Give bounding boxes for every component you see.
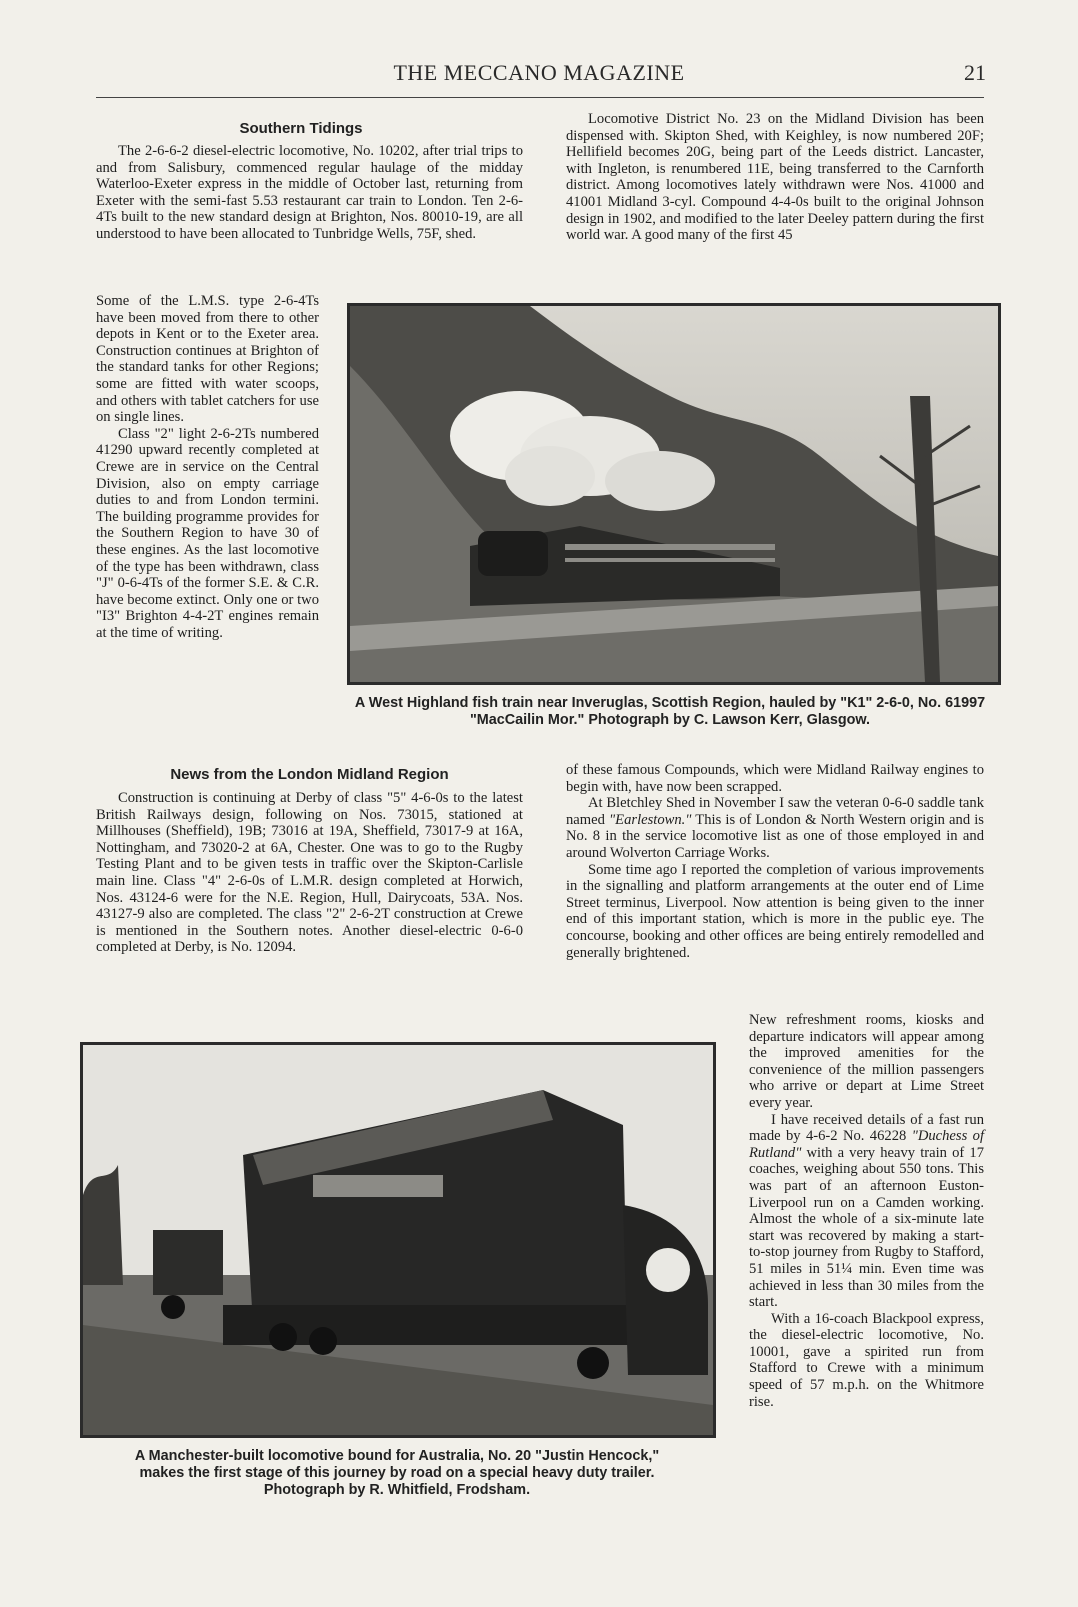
bottom-caption-line3: Photograph by R. Whitfield, Frodsham. — [263, 1482, 531, 1498]
right-para2-b: This is of London & North Western origin and is No. 8 in the service locomotive list as one of those employed in and around Wolverton Carriage Works. — [566, 811, 984, 861]
right-para3-cont: New refreshment rooms, kiosks and departure indicators will appear among the improved amenities for the convenience of the million passengers who arrive or depart at Lime Street every year. — [749, 1012, 984, 1111]
southern-tidings-heading: Southern Tidings — [239, 120, 363, 137]
right-para1: Locomotive District No. 23 on the Midland Division has been dispensed with. Skipton Shed, with Keighley, is now numbered 20F; Hellifield becomes 20G, being part of the Leeds district. Lancaster, with Ingleton, is renumbered 11E, being transferred to the Carnforth district. Among locomotives lately withdrawn were Nos. 41000 and 41001 Midland 3-cyl. Compound 4-4-0s built to the original Johnson design in 1902, and modified to the later Deeley pattern during the first world war. A good many of the first 45 — [566, 111, 984, 244]
fish-train-image — [350, 306, 998, 682]
right-column-upper — [566, 111, 984, 244]
right-para4-a: I have received details of a fast run made by 4-6-2 No. 46228 — [749, 1111, 984, 1145]
southern-para2: Class "2" light 2-6-2Ts numbered 41290 upward recently completed at Crewe are in service on the Central Division, also on empty carriage duties to and from London termini. The building programme provides for the Southern Region to have 30 of these engines. As the last locomotive of the type has been withdrawn, class "J" 0-6-4Ts of the former S.E. & C.R. have become extinct. Only one or two "I3" Brighton 4-4-2T engines remain at the time of writing. — [96, 425, 319, 641]
right-column-middle — [566, 762, 984, 961]
southern-tidings-para1 — [96, 143, 523, 243]
southern-tidings-narrow — [96, 293, 319, 641]
midland-para1: Construction is continuing at Derby of class "5" 4-6-0s to the latest British Railways design, following on Nos. 73015, stationed at Millhouses (Sheffield), 19B; 73016 at 19A, Sheffield, 73017-9 at 16A, Nottingham, and 73020-2 at 6A, Chester. One was to go to the Rugby Testing Plant and to be given tests in traffic over the Skipton-Carlisle main line. Class "4" 2-6-0s of L.M.R. design completed at Horwich, Nos. 43124-6 were for the N.E. Region, Hull, Dairycoats, 53A. Nos. 43127-9 also are completed. The class "2" 2-6-2T construction at Crewe is mentioned in the Southern notes. Another diesel-electric 0-6-0 completed at Derby, is No. 12094. — [96, 790, 523, 956]
midland-region-heading: News from the London Midland Region — [170, 766, 449, 783]
right-para3: Some time ago I reported the completion of various improvements in the signalling and platform arrangements at the outer end of Lime Street terminus, Liverpool. Now attention is being given to the inner end of this important station, which is more in the public eye. The concourse, booking and other offices are being entirely remodelled and generally brightened. — [566, 861, 984, 961]
justin-hencock-photo — [80, 1042, 716, 1438]
southern-para1-cont: Some of the L.M.S. type 2-6-4Ts have been moved from there to other depots in Kent or to the Exeter area. Construction continues at Brighton of the standard tanks for other Regions; some are fitted with water scoops, and others with tablet catchers for use on single lines. — [96, 293, 319, 426]
bottom-caption-line2: makes the first stage of this journey by road on a special heavy duty trailer. — [139, 1465, 655, 1481]
southern-para1-text: The 2-6-6-2 diesel-electric locomotive, No. 10202, after trial trips to and from Salisbury, commenced regular haulage of the midday Waterloo-Exeter express in the middle of October last, returning from Exeter with the semi-fast 5.53 restaurant car train to London. Ten 2-6-4Ts built to the new standard design at Brighton, Nos. 80010-19, are all understood to have been allocated to Tunbridge Wells, 75F, shed. — [96, 143, 523, 242]
masthead: THE MECCANO MAGAZINE — [393, 60, 685, 85]
right-para2 — [566, 795, 984, 861]
right-para4 — [749, 1112, 984, 1311]
right-column-narrow — [749, 1012, 984, 1410]
midland-region-text — [96, 790, 523, 956]
duchess-name: "Duchess of Rutland" — [749, 1128, 984, 1161]
right-para5: With a 16-coach Blackpool express, the diesel-electric locomotive, No. 10001, gave a spirited run from Stafford to Crewe with a minimum speed of 57 m.p.h. on the Whitmore rise. — [749, 1310, 984, 1410]
bottom-photo-caption — [78, 1448, 716, 1499]
header-rule — [96, 97, 984, 98]
right-para1-cont: of these famous Compounds, which were Midland Railway engines to begin with, have now been scrapped. — [566, 762, 984, 795]
right-para2-a: At Bletchley Shed in November I saw the veteran 0-6-0 saddle tank named — [566, 795, 984, 828]
right-para4-b: with a very heavy train of 17 coaches, weighing about 550 tons. This was part of an afternoon Euston-Liverpool run on a Camden working. Almost the whole of a six-minute late start was recovered by making a start-to-stop journey from Rugby to Stafford, 51 miles in 51¼ min. Even time was achieved in less than 30 miles from the start. — [749, 1144, 984, 1311]
bottom-caption-line1: A Manchester-built locomotive bound for Australia, No. 20 "Justin Hencock," — [134, 1448, 660, 1464]
earlestown-name: "Earlestown." — [609, 811, 692, 828]
top-photo-caption: A West Highland fish train near Inveruglas, Scottish Region, hauled by "K1" 2-6-0, No. 61997 "MacCailin Mor." Photograph by C. Lawson Kerr, Glasgow. — [354, 695, 986, 728]
west-highland-photo — [347, 303, 1001, 685]
page-number: 21 — [964, 60, 986, 85]
locomotive-trailer-image — [83, 1045, 713, 1435]
